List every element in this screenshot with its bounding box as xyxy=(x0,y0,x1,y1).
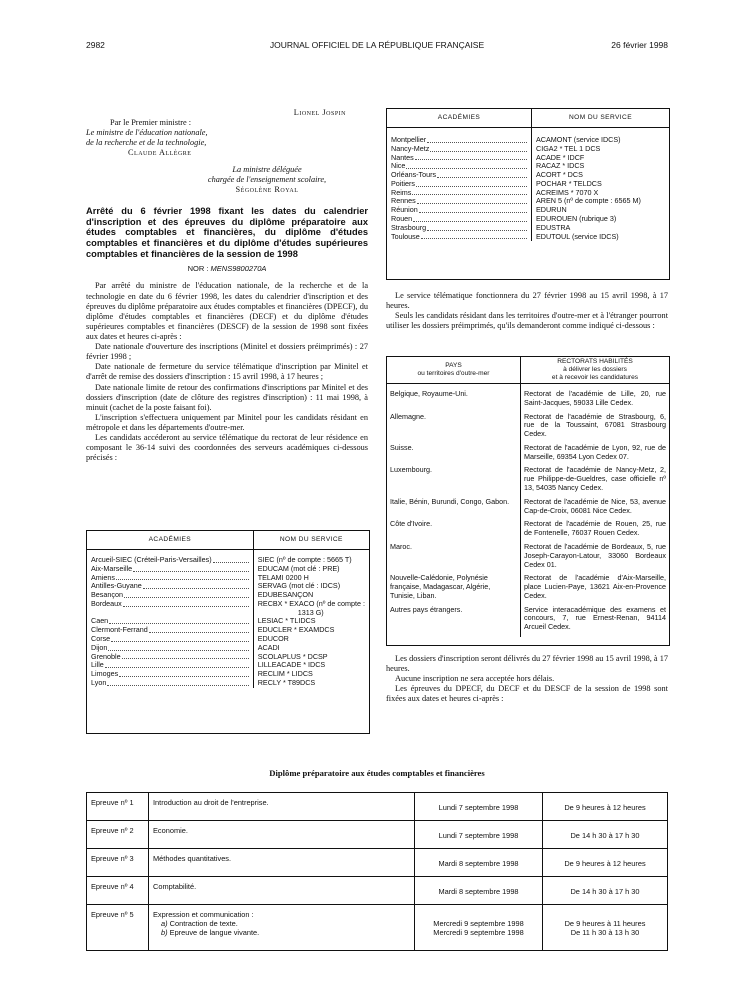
page-number: 2982 xyxy=(86,40,105,50)
dot-leader xyxy=(421,238,527,239)
service-name: EDUCLER * EXAMDCS xyxy=(257,625,335,635)
info-paragraph: Les dossiers d'inscription seront délivrés du 27 février 1998 au 15 avril 1998, à 17 heures. xyxy=(386,654,668,674)
table-row xyxy=(387,543,669,574)
academy-name-cell xyxy=(387,233,532,242)
academy-name: Toulouse xyxy=(391,231,420,241)
academy-name: Antilles-Guyane xyxy=(91,581,142,591)
rectorat-cell: Rectorat de l'académie de Strasbourg, 6, rue de la Toussaint, 67081 Strasbourg Cedex. xyxy=(524,411,666,439)
academy-name: Réunion xyxy=(391,205,418,215)
table-row xyxy=(387,413,669,444)
exam-number: Epreuve nº 2 xyxy=(87,821,149,849)
left-column xyxy=(86,108,368,463)
dot-leader xyxy=(430,151,527,152)
academy-name-cell xyxy=(87,653,253,662)
exam-time: De 9 heures à 12 heures xyxy=(543,849,668,877)
academy-name-cell xyxy=(87,600,253,618)
rectorat-cell: Service interacadémique des examens et concours, 7, rue Ernest-Renan, 94114 Arcueil Cedex. xyxy=(524,604,666,632)
decree-title: Arrêté du 6 février 1998 fixant les dates du calendrier d'inscription et des épreuves du diplôme préparatoire aux études comptables et financières, du diplôme d'études comptables et financières et du diplôme d'études supérieures comptables et financières de la session de 1998 xyxy=(86,205,368,259)
table-row xyxy=(387,520,669,543)
sub-a-label: a) xyxy=(161,919,168,929)
table-row xyxy=(387,233,669,242)
rectorat-cell: Rectorat de l'académie de Bordeaux, 5, rue Joseph-Carayon-Latour, 33060 Bordeaux Cedex 01. xyxy=(524,541,666,569)
academy-name: Nice xyxy=(391,161,406,171)
table-row xyxy=(387,136,669,145)
academies-table-left xyxy=(86,530,370,734)
academy-name: Strasbourg xyxy=(391,222,427,232)
table-row xyxy=(87,626,369,635)
dot-leader xyxy=(413,221,527,222)
dot-leader xyxy=(123,606,249,607)
info-paragraph: Aucune inscription ne sera acceptée hors délais. xyxy=(395,674,555,684)
service-name-cont: 1313 G) xyxy=(297,607,324,617)
col-header-service: NOM DU SERVICE xyxy=(532,109,670,128)
pays-label: PAYS xyxy=(445,361,462,369)
sub-a-text: Contraction de texte. xyxy=(169,919,238,929)
exam-sub-b xyxy=(153,928,410,937)
academy-name-cell xyxy=(387,154,532,163)
signature-minister-line1: Le ministre de l'éducation nationale, xyxy=(86,128,208,138)
dot-leader xyxy=(412,194,527,195)
exam-time: De 14 h 30 à 17 h 30 xyxy=(543,821,668,849)
service-name: ACAMONT (service IDCS) xyxy=(536,135,621,144)
dot-leader xyxy=(437,177,527,178)
info-paragraph: Le service télématique fonctionnera du 27 février 1998 au 15 avril 1998, à 17 heures. xyxy=(386,291,668,311)
academy-name: Nantes xyxy=(391,152,414,162)
service-cell xyxy=(532,233,670,242)
dot-leader xyxy=(133,571,249,572)
table-row xyxy=(387,171,669,180)
rectorat-cell: Rectorat de l'académie de Nice, 53, avenue Cap-de-Croix, 06081 Nice Cedex. xyxy=(524,496,666,515)
service-name: RECBX * EXACO (nº de compte : xyxy=(257,598,365,608)
exam-date-b: Mercredi 9 septembre 1998 xyxy=(433,928,524,938)
academy-name: Corse xyxy=(91,634,111,644)
table-row xyxy=(87,653,369,662)
exam-time xyxy=(543,905,668,951)
table-row xyxy=(387,466,669,497)
academy-name: Arcueil-SIEC (Créteil-Paris-Versailles) xyxy=(91,555,212,564)
table-row xyxy=(87,635,369,644)
service-name: SIEC (nº de compte : 5665 T) xyxy=(257,555,352,564)
decree-paragraph: Les candidats accéderont au service télématique du rectorat de leur résidence en composant le 36-14 suivi des coordonnées des serveurs académiques ci-dessous précisés : xyxy=(86,433,368,463)
academy-name: Amiens xyxy=(91,572,115,582)
academy-name: Montpellier xyxy=(391,135,427,144)
exam-number: Epreuve nº 3 xyxy=(87,849,149,877)
service-name: RECLY * T89DCS xyxy=(257,677,316,687)
decree-nor xyxy=(86,264,368,273)
table-row xyxy=(87,565,369,574)
rectorat-cell: Rectorat de l'académie de Lille, 20, rue Saint-Jacques, 59033 Lille Cedex. xyxy=(524,389,666,407)
col-header-rectorats xyxy=(521,357,670,384)
service-name: EDUCOR xyxy=(257,634,289,644)
table-row xyxy=(387,206,669,215)
academy-name: Limoges xyxy=(91,669,119,679)
right-text-1 xyxy=(386,291,668,331)
exam-number: Epreuve nº 4 xyxy=(87,877,149,905)
service-name: SERVAG (mot clé : IDCS) xyxy=(257,581,341,591)
academy-name: Lyon xyxy=(91,677,107,687)
table-row xyxy=(87,582,369,591)
academy-name-cell xyxy=(87,670,253,679)
service-name: LILLEACADE * IDCS xyxy=(257,660,326,670)
pays-cell: Belgique, Royaume-Uni. xyxy=(387,390,521,413)
pays-cell: Maroc. xyxy=(387,543,521,574)
dot-leader xyxy=(427,142,527,143)
signature-pm-name: Lionel Jospin xyxy=(293,108,346,117)
exam-subject: Méthodes quantitatives. xyxy=(149,849,415,877)
col-header-service: NOM DU SERVICE xyxy=(253,531,369,550)
nor-code: MENS9800270A xyxy=(210,264,267,274)
pays-cell: Côte d'Ivoire. xyxy=(387,520,521,543)
dot-leader xyxy=(143,588,249,589)
exam-time: De 14 h 30 à 17 h 30 xyxy=(543,877,668,905)
rectorat-cell: Rectorat de l'académie de Lyon, 92, rue de Marseille, 69354 Lyon Cedex 07. xyxy=(524,442,666,461)
exam-section-title: Diplôme préparatoire aux études comptables et financières xyxy=(269,768,485,778)
signature-deleg-name: Ségolène Royal xyxy=(235,184,299,194)
journal-title: JOURNAL OFFICIEL DE LA RÉPUBLIQUE FRANÇAISE xyxy=(269,40,485,50)
service-name: AREN 5 (nº de compte : 6565 M) xyxy=(536,196,641,206)
dot-leader xyxy=(415,159,527,160)
exam-subject-main: Expression et communication : xyxy=(153,910,254,919)
service-name: EDUSTRA xyxy=(536,222,571,232)
academy-name: Reims xyxy=(391,187,412,197)
pays-cell: Allemagne. xyxy=(387,413,521,444)
dot-leader xyxy=(417,203,527,204)
pays-cell: Autres pays étrangers. xyxy=(387,606,521,637)
academy-name-cell xyxy=(87,679,253,688)
decree-body xyxy=(86,281,368,463)
col-header-pays xyxy=(387,357,521,384)
exam-row xyxy=(87,905,668,951)
signature-pm-role: Par le Premier ministre : xyxy=(110,118,192,128)
academies-table-right xyxy=(386,108,670,280)
service-name: EDUROUEN (rubrique 3) xyxy=(536,214,617,224)
pays-cell: Nouvelle-Calédonie, Polynésie française, Madagascar, Algérie, Tunisie, Liban. xyxy=(387,574,521,605)
exam-date: Mardi 8 septembre 1998 xyxy=(415,877,543,905)
sub-b-label: b) xyxy=(161,928,168,938)
col-header-academies: ACADÉMIES xyxy=(387,109,532,128)
rectorats-table xyxy=(386,356,670,646)
signature-deleg-line1: La ministre déléguée xyxy=(232,164,302,174)
exam-time-a: De 9 heures à 11 heures xyxy=(564,919,646,928)
exam-subject xyxy=(149,905,415,951)
academy-name: Caen xyxy=(91,616,109,626)
col-header-academies: ACADÉMIES xyxy=(87,531,253,550)
dot-leader xyxy=(419,212,527,213)
exam-row xyxy=(87,821,668,849)
academy-name: Clermont-Ferrand xyxy=(91,625,148,635)
service-name: POCHAR * TELDCS xyxy=(536,178,602,188)
decree-paragraph: Date nationale d'ouverture des inscriptions (Minitel et dossiers préimprimés) : 27 février 1998 ; xyxy=(86,342,368,362)
table-row xyxy=(387,390,669,413)
dot-leader xyxy=(122,658,249,659)
info-paragraph: Seuls les candidats résidant dans les territoires d'outre-mer et à l'étranger pourront utiliser les dossiers préimprimés, qu'ils demanderont comme indiqué ci-dessous : xyxy=(386,311,668,331)
academy-name: Bordeaux xyxy=(91,598,122,608)
pays-cell: Luxembourg. xyxy=(387,466,521,497)
service-name: CIGA2 * TEL 1 DCS xyxy=(536,143,601,153)
dot-leader xyxy=(116,579,249,580)
dot-leader xyxy=(213,562,249,563)
table-row xyxy=(387,180,669,189)
table-row xyxy=(387,215,669,224)
dot-leader xyxy=(105,667,249,668)
rectorats-sublabel-1: à délivrer les dossiers xyxy=(563,365,627,373)
exam-schedule-table xyxy=(86,792,668,951)
service-name: ACREIMS * 7070 X xyxy=(536,187,599,197)
academy-name: Aix-Marseille xyxy=(91,563,133,573)
service-name: ACORT * DCS xyxy=(536,170,583,180)
rectorat-cell: Rectorat de l'académie de Rouen, 25, rue de Fontenelle, 76037 Rouen Cedex. xyxy=(524,519,666,538)
academy-name: Nancy-Metz xyxy=(391,143,430,153)
table-row xyxy=(87,600,369,618)
academy-name: Rouen xyxy=(391,214,413,224)
service-cell xyxy=(253,600,369,618)
rectorat-cell: Rectorat de l'académie d'Aix-Marseille, place Lucien-Paye, 13621 Aix-en-Provence Cedex. xyxy=(524,573,666,600)
dot-leader xyxy=(107,685,248,686)
academy-name-cell xyxy=(87,635,253,644)
rectorats-label: RECTORATS HABILITÉS xyxy=(557,357,633,365)
service-name: EDUCAM (mot clé : PRE) xyxy=(257,563,340,573)
service-cell xyxy=(253,679,369,688)
rectorat-cell: Rectorat de l'académie de Nancy-Metz, 2, rue Philippe-de-Gueldres, case officielle nº 13, 54035 Nancy Cedex. xyxy=(524,465,666,493)
dot-leader xyxy=(119,676,249,677)
pays-sublabel: ou territoires d'outre-mer xyxy=(417,370,490,377)
exam-date-a: Mercredi 9 septembre 1998 xyxy=(433,919,524,928)
pays-cell: Italie, Bénin, Burundi, Congo, Gabon. xyxy=(387,498,521,521)
exam-date: Lundi 7 septembre 1998 xyxy=(415,793,543,821)
exam-row xyxy=(87,849,668,877)
service-name: ACADE * IDCF xyxy=(536,152,585,162)
dot-leader xyxy=(149,632,249,633)
service-name: EDUBESANÇON xyxy=(257,590,314,600)
table-row xyxy=(387,498,669,521)
exam-subject: Comptabilité. xyxy=(149,877,415,905)
table-row xyxy=(387,197,669,206)
service-name: SCOLAPLUS * DCSP xyxy=(257,651,328,661)
table-row xyxy=(87,661,369,670)
decree-paragraph: Date nationale de fermeture du service télématique d'inscription par Minitel et d'arrêt de remise des dossiers d'inscription : 15 avril 1998, à 17 heures ; xyxy=(86,362,368,382)
exam-date: Mardi 8 septembre 1998 xyxy=(415,849,543,877)
service-name: ACADI xyxy=(257,642,280,652)
exam-number: Epreuve nº 1 xyxy=(87,793,149,821)
sub-b-text: Epreuve de langue vivante. xyxy=(169,928,260,938)
table-row xyxy=(387,444,669,467)
exam-time-b: De 11 h 30 à 13 h 30 xyxy=(570,928,640,938)
service-name: TELAMI 0200 H xyxy=(257,572,309,582)
nor-label: NOR : xyxy=(187,264,209,274)
exam-time: De 9 heures à 12 heures xyxy=(543,793,668,821)
academy-name: Lille xyxy=(91,660,104,670)
page-header xyxy=(86,40,668,54)
service-name: EDURUN xyxy=(536,205,567,215)
exam-subject: Economie. xyxy=(149,821,415,849)
academy-name-cell xyxy=(87,626,253,635)
signature-minister-name: Claude Allègre xyxy=(128,148,192,158)
pays-cell: Suisse. xyxy=(387,444,521,467)
dot-leader xyxy=(109,623,249,624)
table-row xyxy=(87,670,369,679)
exam-number: Epreuve nº 5 xyxy=(87,905,149,951)
issue-date: 26 février 1998 xyxy=(611,40,668,50)
decree-paragraph: L'inscription s'effectuera uniquement par Minitel pour les candidats résidant en métropole et dans les départements d'outre-mer. xyxy=(86,412,368,432)
exam-sub-a xyxy=(153,919,410,928)
dot-leader xyxy=(111,641,249,642)
academy-name: Rennes xyxy=(391,196,416,206)
dot-leader xyxy=(108,650,248,651)
signature-deleg-line2: chargée de l'enseignement scolaire, xyxy=(207,174,327,184)
dot-leader xyxy=(427,230,527,231)
right-text-2 xyxy=(386,654,668,705)
table-row xyxy=(387,145,669,154)
signature-minister-line2: de la recherche et de la technologie, xyxy=(86,138,207,148)
service-name: EDUTOUL (service IDCS) xyxy=(536,231,619,241)
academy-name: Dijon xyxy=(91,642,108,652)
table-row xyxy=(387,606,669,637)
academy-name: Poitiers xyxy=(391,178,415,188)
academy-name: Grenoble xyxy=(91,651,121,661)
decree-paragraph: Date nationale limite de retour des confirmations d'inscriptions par Minitel et des dossiers d'inscription (date de clôture des registres d'inscription) : 11 mai 1998, à minuit (cachet de la poste faisant foi). xyxy=(86,382,368,412)
dot-leader xyxy=(406,168,527,169)
service-name: RACAZ * IDCS xyxy=(536,161,585,171)
info-paragraph: Les épreuves du DPECF, du DECF et du DESCF de la session de 1998 sont fixées aux dates et heures ci-après : xyxy=(386,684,668,704)
table-row xyxy=(387,154,669,163)
table-row xyxy=(387,574,669,605)
service-name: RECLIM * LIDCS xyxy=(257,669,313,679)
dot-leader xyxy=(416,186,527,187)
rectorats-sublabel-2: et à recevoir les candidatures xyxy=(551,374,639,382)
exam-date: Lundi 7 septembre 1998 xyxy=(415,821,543,849)
decree-paragraph: Par arrêté du ministre de l'éducation nationale, de la recherche et de la technologie en date du 6 février 1998, les dates du calendrier d'inscription et des épreuves du diplôme préparatoire aux études comptables et financières (DPECF), du diplôme d'études comptables et financières (DECF) et du diplôme d'études supérieures comptables et financières (DESCF) de la session de 1998 sont fixées aux dates et heures ci-après : xyxy=(86,281,368,341)
academy-name: Besançon xyxy=(91,590,123,600)
exam-date xyxy=(415,905,543,951)
dot-leader xyxy=(124,597,249,598)
exam-row xyxy=(87,877,668,905)
table-row xyxy=(387,224,669,233)
exam-subject: Introduction au droit de l'entreprise. xyxy=(149,793,415,821)
service-name: LESIAC * TLIDCS xyxy=(257,616,316,626)
academy-name: Orléans-Tours xyxy=(391,170,437,180)
table-row xyxy=(87,679,369,688)
exam-row xyxy=(87,793,668,821)
